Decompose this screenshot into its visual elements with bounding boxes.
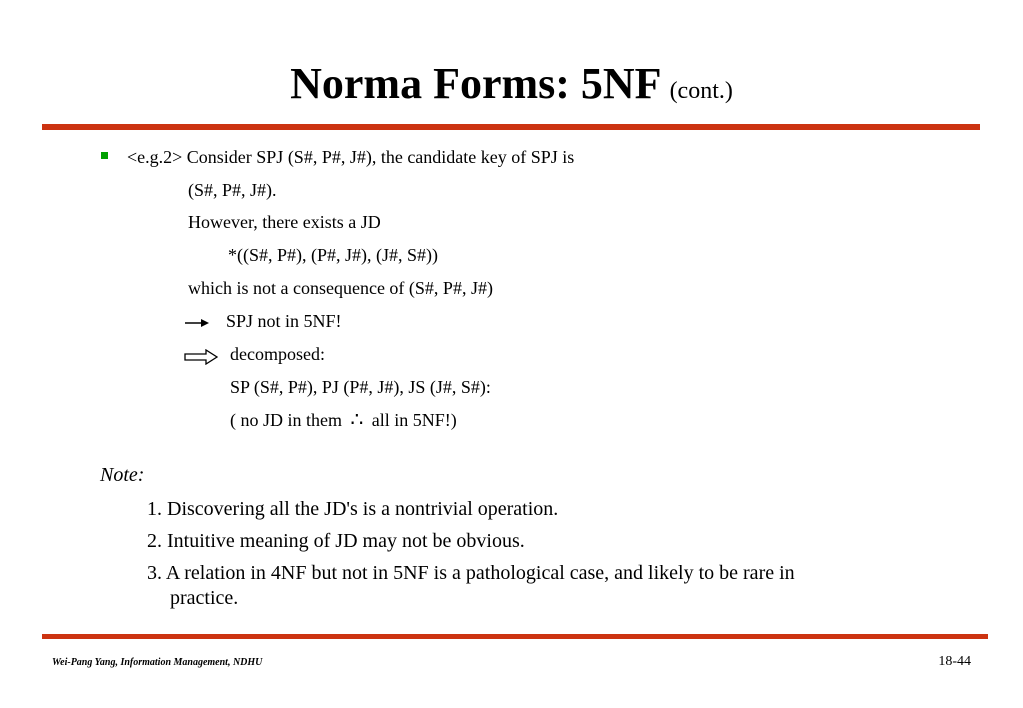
bottom-divider [42, 634, 988, 639]
top-divider [42, 124, 980, 130]
note-label: Note: [100, 464, 145, 486]
example-line-9-start: ( no JD in them [230, 410, 342, 430]
note-item-2: 2. Intuitive meaning of JD may not be obvious. [147, 530, 525, 552]
arrow-right-icon [184, 316, 210, 330]
example-line-2: (S#, P#, J#). [188, 180, 277, 200]
therefore-icon: ∴ [350, 407, 364, 431]
example-line-6: SPJ not in 5NF! [226, 311, 342, 331]
title-cont: (cont.) [669, 78, 733, 104]
note-item-1: 1. Discovering all the JD's is a nontrivial operation. [147, 498, 559, 520]
slide-title [0, 58, 1023, 109]
bullet-icon [101, 152, 108, 159]
example-line-9 [230, 408, 457, 431]
note-item-3-continuation: practice. [170, 587, 239, 609]
example-line-8: SP (S#, P#), PJ (P#, J#), JS (J#, S#): [230, 377, 491, 397]
example-line-1: <e.g.2> Consider SPJ (S#, P#, J#), the candidate key of SPJ is [127, 147, 575, 167]
note-item-3: 3. A relation in 4NF but not in 5NF is a pathological case, and likely to be rare in [147, 562, 795, 584]
example-line-7: decomposed: [230, 344, 325, 364]
footer-author: Wei-Pang Yang, Information Management, NDHU [52, 657, 263, 668]
page-number: 18-44 [938, 654, 971, 669]
example-line-9-end: all in 5NF!) [371, 410, 457, 430]
double-arrow-right-icon [184, 349, 218, 365]
title-main: Norma Forms: 5NF [290, 59, 662, 108]
example-line-5: which is not a consequence of (S#, P#, J#) [188, 278, 493, 298]
example-line-4: *((S#, P#), (P#, J#), (J#, S#)) [228, 245, 439, 265]
example-line-3: However, there exists a JD [188, 212, 381, 232]
